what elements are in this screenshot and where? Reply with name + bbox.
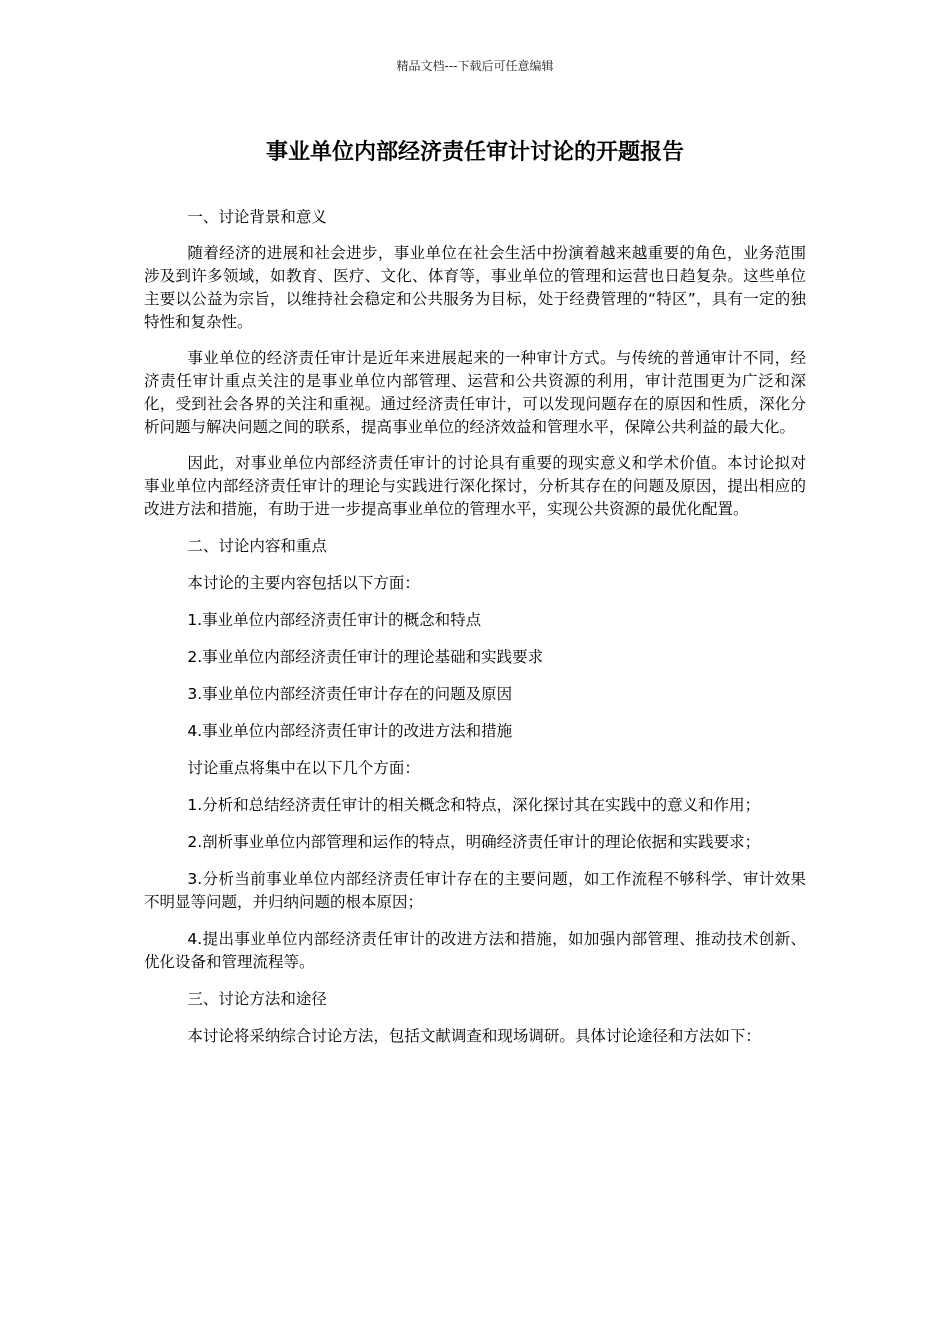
list-item: 1.事业单位内部经济责任审计的概念和特点 bbox=[187, 611, 482, 629]
list-item: 2.事业单位内部经济责任审计的理论基础和实践要求 bbox=[187, 648, 544, 666]
body-paragraph: 讨论重点将集中在以下几个方面： bbox=[187, 759, 420, 777]
document-body bbox=[144, 206, 806, 1048]
section-heading-content: 二、讨论内容和重点 bbox=[187, 537, 327, 555]
list-item: 4.提出事业单位内部经济责任审计的改进方法和措施，如加强内部管理、推动技术创新、优化设备和管理流程等。 bbox=[144, 930, 806, 971]
list-item: 4.事业单位内部经济责任审计的改进方法和措施 bbox=[187, 722, 513, 740]
section-heading-method: 三、讨论方法和途径 bbox=[187, 990, 327, 1008]
document-title: 事业单位内部经济责任审计讨论的开题报告 bbox=[265, 140, 684, 165]
list-item: 3.事业单位内部经济责任审计存在的问题及原因 bbox=[187, 685, 513, 703]
body-paragraph: 因此，对事业单位内部经济责任审计的讨论具有重要的现实意义和学术价值。本讨论拟对事业单位内部经济责任审计的理论与实践进行深化探讨，分析其存在的问题及原因，提出相应的改进方法和措施，有助于进一步提高事业单位的管理水平，实现公共资源的最优化配置。 bbox=[144, 454, 806, 518]
body-paragraph: 本讨论将采纳综合讨论方法，包括文献调查和现场调研。具体讨论途径和方法如下： bbox=[187, 1027, 761, 1045]
list-item: 1.分析和总结经济责任审计的相关概念和特点，深化探讨其在实践中的意义和作用； bbox=[187, 796, 761, 814]
list-item: 3.分析当前事业单位内部经济责任审计存在的主要问题，如工作流程不够科学、审计效果不明显等问题，并归纳问题的根本原因； bbox=[144, 870, 806, 911]
body-paragraph: 事业单位的经济责任审计是近年来进展起来的一种审计方式。与传统的普通审计不同，经济责任审计重点关注的是事业单位内部管理、运营和公共资源的利用，审计范围更为广泛和深化，受到社会各界的关注和重视。通过经济责任审计，可以发现问题存在的原因和性质，深化分析问题与解决问题之间的联系，提高事业单位的经济效益和管理水平，保障公共利益的最大化。 bbox=[144, 349, 806, 436]
body-paragraph: 本讨论的主要内容包括以下方面： bbox=[187, 574, 420, 592]
section-heading-background: 一、讨论背景和意义 bbox=[187, 208, 327, 226]
header-note: 精品文档---下载后可任意编辑 bbox=[396, 59, 554, 73]
body-paragraph: 随着经济的进展和社会进步，事业单位在社会生活中扮演着越来越重要的角色，业务范围涉及到许多领域，如教育、医疗、文化、体育等，事业单位的管理和运营也日趋复杂。这些单位主要以公益为宗旨，以维持社会稳定和公共服务为目标，处于经费管理的“特区”，具有一定的独特性和复杂性。 bbox=[144, 244, 806, 331]
list-item: 2.剖析事业单位内部管理和运作的特点，明确经济责任审计的理论依据和实践要求； bbox=[187, 833, 761, 851]
